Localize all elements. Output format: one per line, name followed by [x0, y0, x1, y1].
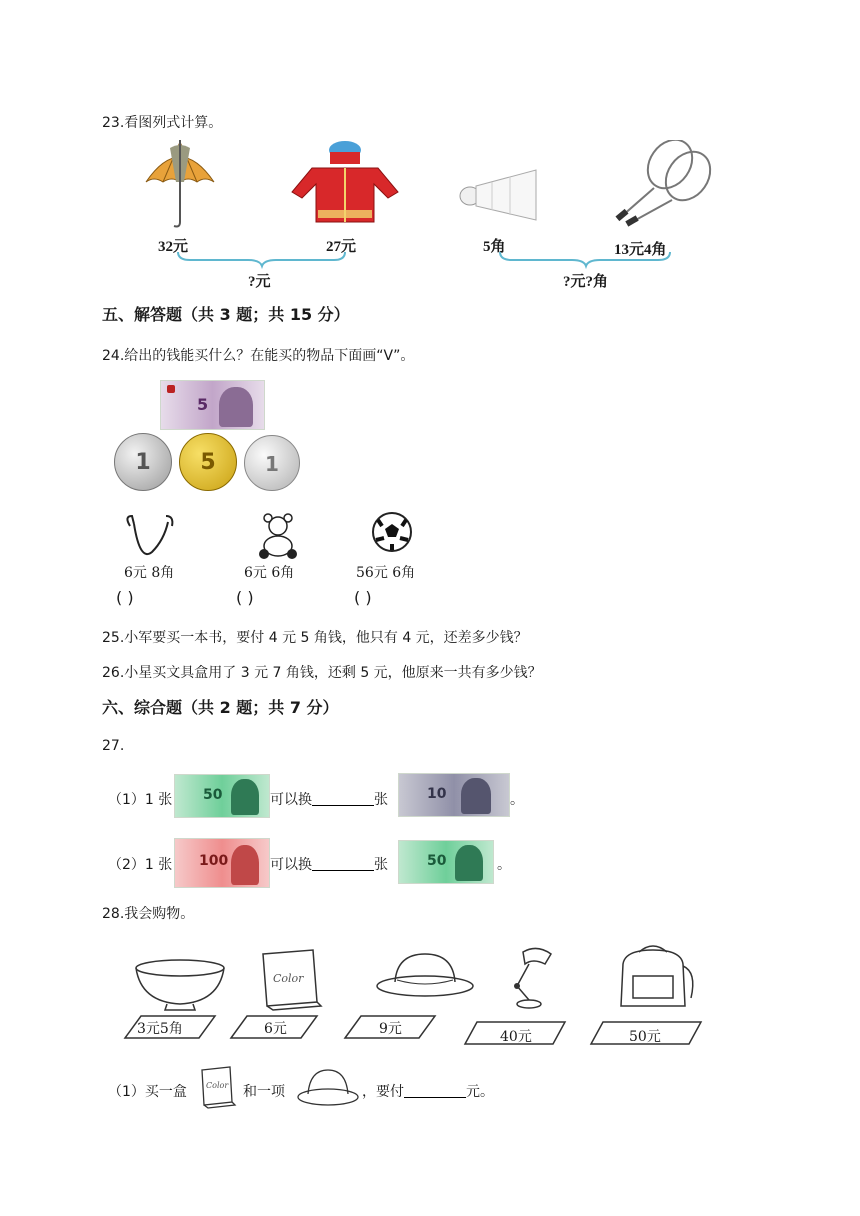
price-crayons: 6元 — [264, 1021, 287, 1037]
q27-p2-blank[interactable] — [312, 857, 374, 871]
coin-5-jiao: 5 — [179, 433, 237, 491]
hat-icon — [377, 954, 473, 996]
item-1-answer[interactable]: ( ) — [116, 588, 134, 607]
q27-p2-pre: （2）1 张 — [108, 857, 173, 873]
portrait-icon — [461, 778, 491, 814]
banknote-100: 100 — [174, 838, 270, 888]
umbrella-icon — [146, 140, 214, 227]
item-2-price: 6元 6角 — [244, 565, 295, 581]
portrait-icon — [231, 779, 259, 815]
q28-p1-pre: （1）买一盒 — [108, 1084, 187, 1100]
racket-price: 13元4角 — [614, 242, 667, 258]
q27-p1-end: 。 — [510, 792, 524, 808]
coin-1-yuan: 1 — [114, 433, 172, 491]
q28-text: 28.我会购物。 — [102, 906, 195, 922]
portrait-icon — [219, 387, 253, 427]
q27-p1-blank[interactable] — [312, 792, 374, 806]
banknote-50: 50 — [174, 774, 270, 818]
q23-text: 23.看图列式计算。 — [102, 115, 223, 131]
q28-p1-blank[interactable] — [404, 1084, 466, 1098]
q27-p1-pre: （1）1 张 — [108, 792, 173, 808]
price-backpack: 50元 — [629, 1029, 661, 1045]
q24-items — [118, 512, 438, 562]
item-1-price: 6元 8角 — [124, 565, 175, 581]
right-total: ?元?角 — [563, 274, 609, 290]
coin-1-jiao: 1 — [244, 435, 300, 491]
q27-p2-end: 。 — [497, 857, 511, 873]
shuttlecock-icon — [460, 170, 536, 220]
q27-text: 27. — [102, 738, 125, 754]
coat-price: 27元 — [326, 239, 357, 255]
crayon-box-icon — [263, 950, 321, 1010]
q26-text: 26.小星买文具盒用了 3 元 7 角钱，还剩 5 元，他原来一共有多少钱？ — [102, 665, 542, 681]
section-5-title: 五、解答题（共 3 题；共 15 分） — [102, 305, 350, 324]
item-3-answer[interactable]: ( ) — [354, 588, 372, 607]
svg-text:Color: Color — [206, 1081, 229, 1090]
racket-icon — [615, 140, 719, 227]
portrait-icon — [455, 845, 483, 881]
banknote-5: 5 — [160, 380, 265, 430]
backpack-icon — [621, 946, 693, 1006]
q28-figure — [105, 942, 705, 1054]
umbrella-price: 32元 — [158, 239, 189, 255]
section-6-title: 六、综合题（共 2 题；共 7 分） — [102, 698, 339, 717]
desk-lamp-icon — [514, 948, 551, 1008]
portrait-icon — [231, 845, 259, 885]
q25-text: 25.小军要买一本书，要付 4 元 5 角钱，他只有 4 元，还差多少钱？ — [102, 630, 528, 646]
jump-rope-icon — [127, 516, 172, 554]
item-3-price: 56元 6角 — [356, 565, 416, 581]
q28-p1-mid: 和一项 — [243, 1084, 285, 1100]
q27-p2-mid: 可以换 张 — [270, 857, 388, 873]
q23-figure — [140, 140, 740, 290]
svg-text:Color: Color — [273, 972, 304, 985]
teddy-bear-icon — [259, 514, 297, 559]
bowl-icon — [136, 960, 224, 1010]
price-lamp: 40元 — [500, 1029, 532, 1045]
q28-p1-post: ，要付 元。 — [362, 1084, 494, 1100]
price-bowl: 3元5角 — [137, 1021, 183, 1037]
coat-icon — [292, 141, 398, 222]
q27-p1-mid: 可以换 张 — [270, 792, 388, 808]
item-2-answer[interactable]: ( ) — [236, 588, 254, 607]
banknote-10: 10 — [398, 773, 510, 817]
price-hat: 9元 — [379, 1021, 402, 1037]
q24-text: 24.给出的钱能买什么？在能买的物品下面画“V”。 — [102, 348, 415, 364]
hat-icon — [296, 1064, 360, 1110]
shuttle-price: 5角 — [483, 239, 506, 255]
left-brace — [178, 252, 345, 266]
left-total: ?元 — [248, 274, 271, 290]
crayon-box-icon — [198, 1064, 238, 1110]
soccer-ball-icon — [373, 513, 411, 551]
banknote-50: 50 — [398, 840, 494, 884]
